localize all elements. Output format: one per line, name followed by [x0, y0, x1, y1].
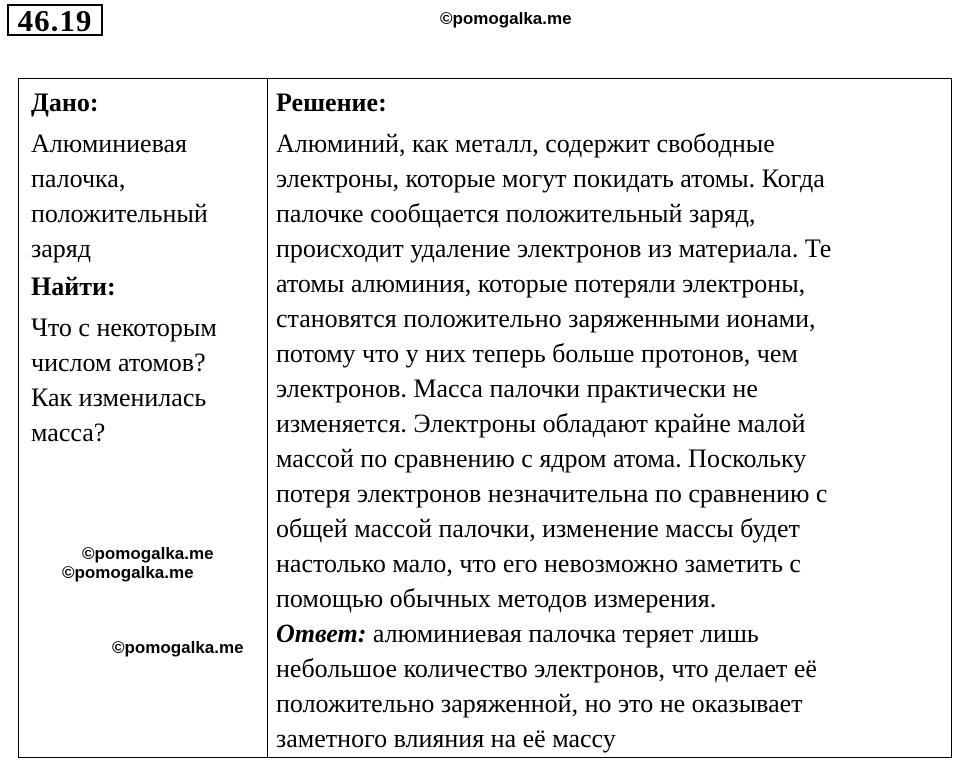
- solution-column: [276, 85, 946, 756]
- watermark-top: ©pomogalka.me: [440, 9, 572, 28]
- solution-line: происходит удаление электронов из материала. Те: [276, 234, 832, 263]
- find-line: Как изменилась: [31, 383, 207, 412]
- given-column: [31, 85, 261, 450]
- given-line: положительный: [31, 199, 208, 228]
- find-heading: Найти:: [31, 272, 116, 301]
- solution-heading: Решение:: [276, 88, 387, 117]
- watermark-1: ©pomogalka.me: [82, 544, 214, 563]
- watermark-3: ©pomogalka.me: [112, 638, 244, 657]
- solution-line: Алюминий, как металл, содержит свободные: [276, 129, 775, 158]
- solution-line: потеря электронов незначительна по сравнению с: [276, 479, 828, 508]
- answer-line: [276, 616, 946, 651]
- answer-line: небольшое количество электронов, что делает её: [276, 654, 817, 683]
- given-line: палочка,: [31, 164, 126, 193]
- given-text: [31, 126, 261, 266]
- solution-line: общей массой палочки, изменение массы будет: [276, 514, 800, 543]
- solution-text: [276, 126, 946, 756]
- given-line: заряд: [31, 234, 91, 263]
- answer-text: алюминиевая палочка теряет лишь: [366, 619, 759, 648]
- find-line: Что с некоторым: [31, 313, 217, 342]
- find-text: [31, 310, 261, 450]
- solution-line: потому что у них теперь больше протонов, чем: [276, 339, 798, 368]
- solution-line: настолько мало, что его невозможно заметить с: [276, 549, 801, 578]
- solution-line: атомы алюминия, которые потеряли электроны,: [276, 269, 806, 298]
- problem-number: 46.19: [7, 4, 103, 36]
- solution-line: изменяется. Электроны обладают крайне малой: [276, 409, 806, 438]
- given-heading: Дано:: [31, 88, 99, 117]
- solution-line: массой по сравнению с ядром атома. Поскольку: [276, 444, 807, 473]
- solution-line: палочке сообщается положительный заряд,: [276, 199, 756, 228]
- given-line: Алюминиевая: [31, 129, 187, 158]
- find-line: масса?: [31, 418, 106, 447]
- answer-label: Ответ:: [276, 619, 367, 648]
- solution-line: помощью обычных методов измерения.: [276, 584, 717, 613]
- solution-line: становятся положительно заряженными ионами,: [276, 304, 816, 333]
- answer-line: положительно заряженной, но это не оказывает: [276, 689, 803, 718]
- find-line: числом атомов?: [31, 348, 206, 377]
- solution-line: электроны, которые могут покидать атомы. Когда: [276, 164, 825, 193]
- watermark-2: ©pomogalka.me: [62, 563, 194, 582]
- solution-line: электронов. Масса палочки практически не: [276, 374, 758, 403]
- column-divider: [267, 79, 268, 757]
- answer-line: заметного влияния на её массу: [276, 724, 616, 753]
